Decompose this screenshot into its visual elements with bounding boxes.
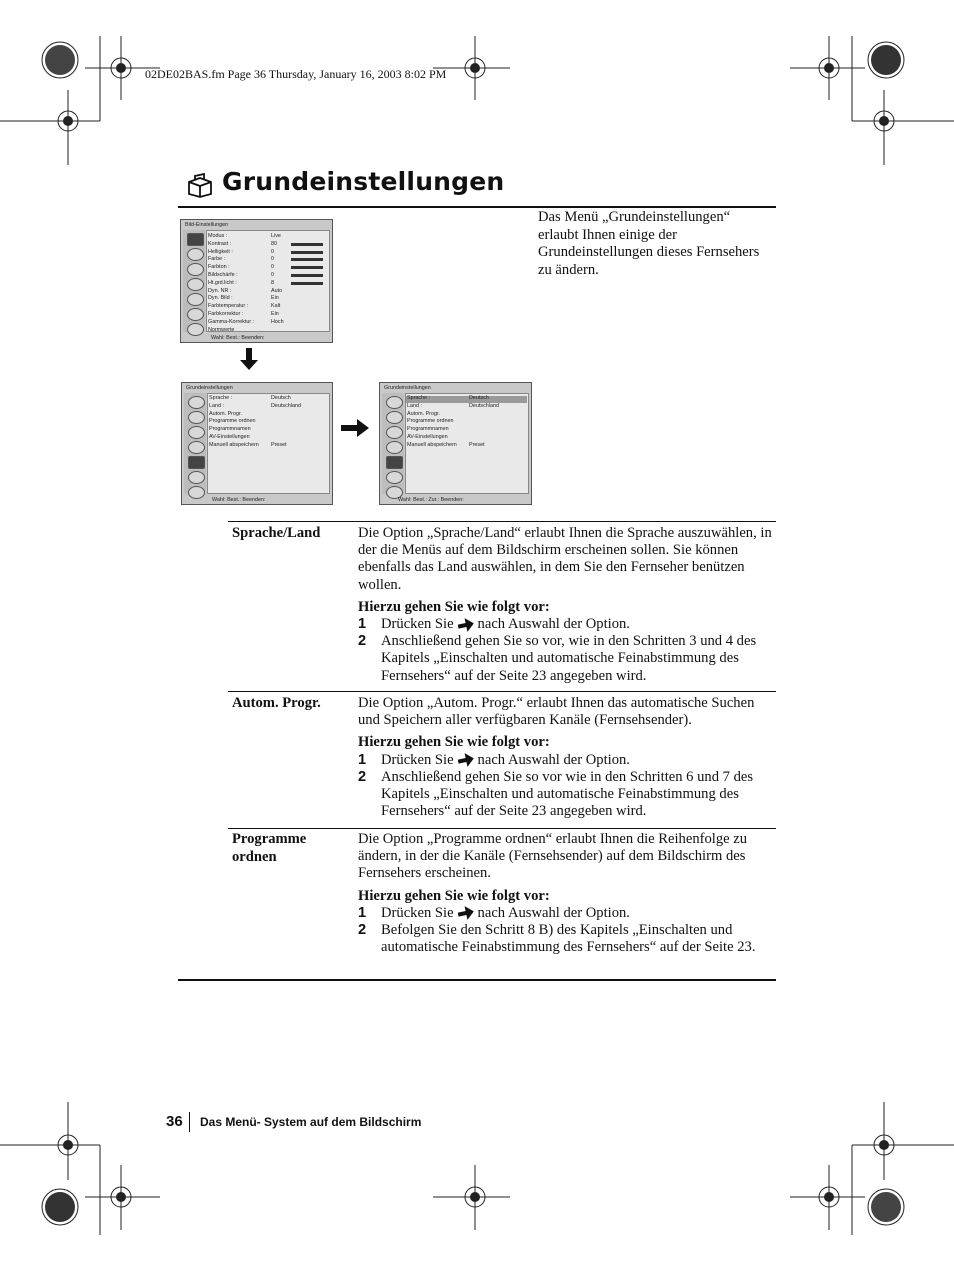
arrow-right-button-icon <box>458 618 474 632</box>
osd-row-label: Farbtemperatur : <box>208 303 249 310</box>
osd-row-label: Modus : <box>208 233 228 239</box>
osd-row-label: Normwerte <box>208 326 235 333</box>
arrow-right-button-icon <box>458 753 474 767</box>
osd-row-value: Deutschland <box>469 402 499 409</box>
term-autom-progr: Autom. Progr. <box>232 695 321 711</box>
osd-row-label: Ht.grd.licht : <box>208 279 237 286</box>
term-programme-ordnen: Programme ordnen <box>232 831 307 865</box>
arrow-right-icon <box>341 419 369 437</box>
osd-row-label: Bildschärfe : <box>208 272 238 278</box>
step-1: 1 Drücken Sie nach Auswahl der Option. <box>358 751 630 768</box>
osd-row-label: Farbe : <box>208 256 226 263</box>
page-number: 36 <box>166 1113 183 1130</box>
osd-row-label: Dyn. Bild : <box>208 295 233 302</box>
title-rule <box>178 206 776 208</box>
step-number: 1 <box>358 616 367 633</box>
section-autom-progr <box>358 695 776 820</box>
info-icon <box>188 486 205 499</box>
setup-icon <box>187 293 204 306</box>
table-bottom-rule <box>178 979 776 981</box>
footer-section-title: Das Menü- System auf dem Bildschirm <box>200 1115 422 1129</box>
step-2: 2 Anschließend gehen Sie so vor wie in den Schritten 6 und 7 des Kapitels „Einschalten und automatische Feinabstimmung des Fernsehers“ auf der Seite 23 angegeben wird. <box>358 768 754 820</box>
osd-row-label: AV-Einstellungen <box>407 434 448 440</box>
step-1: 1 Drücken Sie nach Auswahl der Option. <box>358 616 630 633</box>
osd-screen-bild <box>180 219 333 343</box>
osd-footer: Wahl: Best.: Beenden: <box>211 335 265 341</box>
section-subheading: Hierzu gehen Sie wie folgt vor: <box>358 734 550 751</box>
sound-icon <box>188 411 205 424</box>
osd-row-value: Live <box>271 233 281 239</box>
osd-sidebar <box>382 393 404 494</box>
osd-row-value: Ein <box>271 295 279 302</box>
toolbox-menu-icon <box>386 456 403 469</box>
osd-row-value: Kalt <box>271 303 281 310</box>
picture-icon <box>386 396 403 409</box>
osd-row-label: Manuell abspeichern <box>209 441 259 448</box>
osd-row-label: Programmnamen <box>209 426 251 433</box>
osd-row-value: Deutschland <box>271 402 301 409</box>
osd-row-value: Ein <box>271 311 279 317</box>
arrow-down-icon <box>239 348 259 370</box>
osd-level-bar <box>291 251 323 254</box>
osd-level-bar <box>291 258 323 261</box>
osd-row-label: Dyn. NR : <box>208 287 232 294</box>
step-1: 1 Drücken Sie nach Auswahl der Option. <box>358 904 630 921</box>
step-2: 2 Befolgen Sie den Schritt 8 B) des Kapitels „Einschalten und automatische Feinabstimmung des Fernsehers“ auf der Seite 23. <box>358 922 756 956</box>
osd-row-value: Deutsch <box>469 395 489 401</box>
osd-row-label: Land : <box>209 402 224 409</box>
osd-screen-grund-2 <box>379 382 532 505</box>
osd-level-bar <box>291 282 323 285</box>
setup-icon <box>188 471 205 484</box>
osd-row-value: 0 <box>271 256 274 263</box>
page-title: Grundeinstellungen <box>222 167 505 196</box>
step-number: 2 <box>358 768 367 785</box>
feature-icon <box>187 263 204 276</box>
osd-row-label: Sprache : <box>209 395 233 401</box>
table-row-rule <box>228 828 776 829</box>
sound-icon <box>187 248 204 261</box>
osd-row-value: Auto <box>271 287 283 294</box>
section-sprache-land <box>358 525 776 685</box>
osd-title: Grundeinstellungen <box>186 385 233 391</box>
osd-row-label: Kontrast : <box>208 240 232 247</box>
osd-row-value: 0 <box>271 264 274 271</box>
osd-row-value: 0 <box>271 272 274 278</box>
osd-row-label: Programme ordnen <box>209 418 256 425</box>
osd-title: Bild-Einstellungen <box>185 222 229 228</box>
intro-text: Das Menü „Grundeinstellungen“ erlaubt Ihnen einige der Grundeinstellungen dieses Fernsehers zu ändern. <box>538 209 760 278</box>
step-2: 2 Anschließend gehen Sie so vor, wie in den Schritten 3 und 4 des Kapitels „Einschalten und automatische Feinabstimmung des Fernsehers“ auf der Seite 23 angegeben wird. <box>358 633 757 684</box>
picture-icon <box>188 396 205 409</box>
osd-footer: Wahl: Best.: Beenden: <box>212 497 266 503</box>
arrow-right-button-icon <box>458 906 474 920</box>
info-icon <box>187 323 204 336</box>
osd-row-label: Programmnamen <box>407 426 449 433</box>
osd-sidebar <box>183 230 205 332</box>
osd-row-value: Deutsch <box>271 395 291 401</box>
term-sprache-land: Sprache/Land <box>232 525 321 541</box>
osd-level-bar <box>291 243 323 246</box>
osd-footer: Wahl: Best.: Zur.: Beenden: <box>398 497 464 503</box>
osd-row-label: Autom. Progr. <box>209 410 242 417</box>
osd-row-label: Farbkorrektur : <box>208 311 244 317</box>
osd-sidebar <box>184 393 206 494</box>
file-header: 02DE02BAS.fm Page 36 Thursday, January 16, 2003 8:02 PM <box>145 67 447 81</box>
toolbox-icon <box>186 172 214 198</box>
picture-icon <box>187 233 204 246</box>
step-number: 1 <box>358 904 367 921</box>
timer-icon <box>386 441 403 454</box>
osd-row-label: Land : <box>407 402 422 409</box>
table-row-rule <box>228 691 776 692</box>
osd-row-value: Preset <box>469 441 485 448</box>
osd-row-label: AV-Einstellungen <box>209 434 250 440</box>
sound-icon <box>386 411 403 424</box>
section-subheading: Hierzu gehen Sie wie folgt vor: <box>358 887 550 904</box>
feature-icon <box>386 426 403 439</box>
osd-row-label: Gamma-Korrektur : <box>208 318 255 325</box>
step-number: 2 <box>358 633 367 650</box>
osd-row-label: Programme ordnen <box>407 418 454 425</box>
section-description: Die Option „Autom. Progr.“ erlaubt Ihnen das automatische Suchen und Speichern aller verfügbaren Kanäle (Fernsehsender). <box>358 695 755 729</box>
osd-row-label: Manuell abspeichern <box>407 441 457 448</box>
section-programme-ordnen <box>358 831 776 956</box>
osd-row-value: 8 <box>271 279 274 286</box>
osd-row-value: 80 <box>271 240 277 247</box>
timer-icon <box>187 278 204 291</box>
table-top-rule <box>228 521 776 522</box>
timer-icon <box>188 441 205 454</box>
footer-divider <box>189 1112 190 1132</box>
registration-mark-top <box>0 0 954 170</box>
feature-icon <box>188 426 205 439</box>
section-description: Die Option „Programme ordnen“ erlaubt Ihnen die Reihenfolge zu ändern, in der die Kanäle (Fernsehsender) auf dem Bildschirm des Fernsehers erscheinen. <box>358 831 748 882</box>
registration-mark-bottom <box>0 1090 954 1270</box>
osd-level-bar <box>291 266 323 269</box>
osd-title: Grundeinstellungen <box>384 385 431 391</box>
step-number: 1 <box>358 751 367 768</box>
osd-row-label: Helligkeit : <box>208 248 233 255</box>
section-description: Die Option „Sprache/Land“ erlaubt Ihnen die Sprache auszuwählen, in der die Menüs auf dem Bildschirm erscheinen sollen. Sie können ebenfalls das Land auswählen, in dem Sie den Fernseher benützen wollen. <box>358 525 772 593</box>
osd-row-value: Hoch <box>271 318 284 325</box>
toolbox-menu-icon <box>188 456 205 469</box>
osd-screen-grund-1 <box>181 382 333 505</box>
osd-row-value: 0 <box>271 248 274 255</box>
osd-row-label: Farbton : <box>208 264 230 271</box>
step-number: 2 <box>358 922 367 939</box>
osd-row-label: Sprache : <box>407 395 431 401</box>
osd-row-value: Preset <box>271 441 287 448</box>
section-subheading: Hierzu gehen Sie wie folgt vor: <box>358 598 550 615</box>
toolbox-menu-icon <box>187 308 204 321</box>
setup-icon <box>386 471 403 484</box>
osd-level-bar <box>291 274 323 277</box>
osd-row-label: Autom. Progr. <box>407 410 440 417</box>
